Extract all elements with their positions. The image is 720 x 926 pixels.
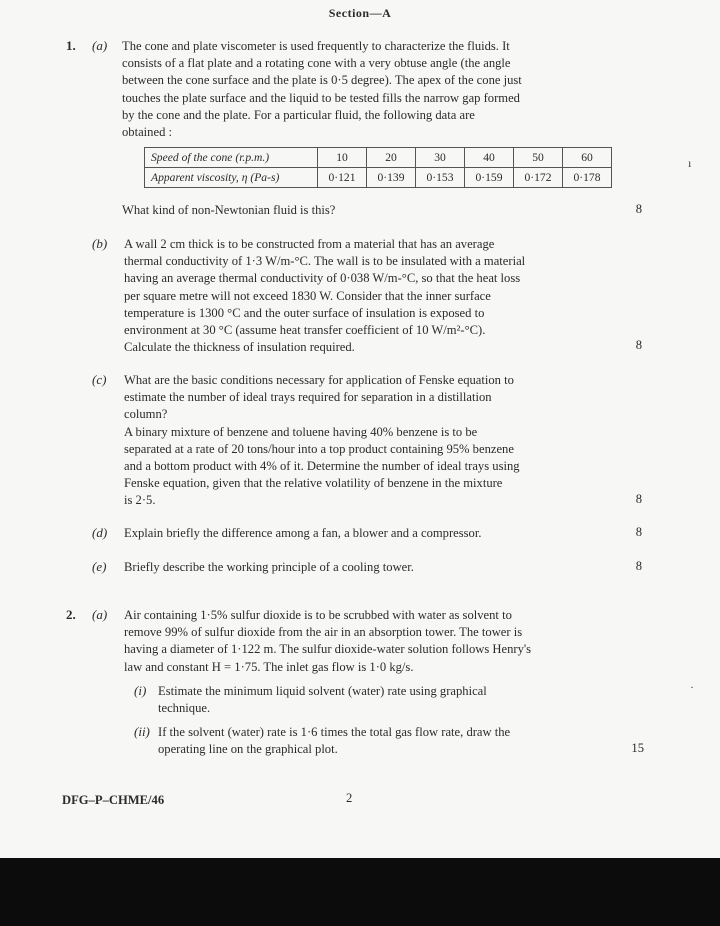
q1a-marks: 8 bbox=[635, 202, 642, 216]
q1c-text: What are the basic conditions necessary for application of Fenske equation to estimate the number of ideal trays required for separation in a distillation column? A binary mixture of benzene and toluene having 40% benzene is to be separated at a rate of 20 tons/hour into a top product containing 95% benzene and a bottom product with 4% of it. Determine the number of ideal trays using Fenske equation, given that the relative volatility of benzene in the mixture is 2·5. bbox=[124, 373, 520, 508]
table-cell: 0·178 bbox=[563, 168, 612, 188]
viscosity-table bbox=[144, 147, 612, 188]
table-cell: 0·159 bbox=[465, 168, 514, 188]
table-row bbox=[145, 148, 612, 168]
table-row-label: Apparent viscosity, η (Pa-s) bbox=[145, 168, 318, 188]
q1d-marks: 8 bbox=[635, 525, 642, 539]
q1d-label: (d) bbox=[92, 525, 108, 540]
table-cell: 0·121 bbox=[318, 168, 367, 188]
table-cell: 30 bbox=[416, 148, 465, 168]
table-cell: 50 bbox=[514, 148, 563, 168]
q1a-question: What kind of non-Newtonian fluid is this? bbox=[122, 203, 336, 217]
table-cell: 0·139 bbox=[367, 168, 416, 188]
q2a-ii-text: If the solvent (water) rate is 1·6 times the total gas flow rate, draw the operating line on the graphical plot. bbox=[158, 725, 511, 757]
question-2-number: 2. bbox=[66, 607, 76, 622]
q2a-text: Air containing 1·5% sulfur dioxide is to be scrubbed with water as solvent to remove 99% of sulfur dioxide from the air in an absorption tower. The tower is having a diameter of 1·122 m. The sulfur dioxide-water solution follows Henry's law and constant H = 1·75. The inlet gas flow is 1·0 kg/s. bbox=[124, 608, 532, 674]
table-cell: 0·153 bbox=[416, 168, 465, 188]
scan-speck: ı bbox=[688, 156, 692, 170]
scan-speck: · bbox=[690, 680, 694, 694]
question-1-number: 1. bbox=[66, 38, 76, 53]
table-cell: 60 bbox=[563, 148, 612, 168]
q2a-label: (a) bbox=[92, 607, 108, 622]
q1e-text: Briefly describe the working principle of a cooling tower. bbox=[124, 560, 414, 574]
section-heading: Section—A bbox=[328, 6, 392, 20]
paper-code: DFG–P–CHME/46 bbox=[62, 793, 165, 807]
q1b-marks: 8 bbox=[635, 338, 642, 352]
q1d-text: Explain briefly the difference among a fan, a blower and a compressor. bbox=[124, 526, 482, 540]
q1c-label: (c) bbox=[92, 372, 107, 387]
table-cell: 0·172 bbox=[514, 168, 563, 188]
q1c-marks: 8 bbox=[635, 492, 642, 506]
table-row-label: Speed of the cone (r.p.m.) bbox=[145, 148, 318, 168]
q2a-ii-label: (ii) bbox=[134, 724, 150, 739]
table-row bbox=[145, 168, 612, 188]
q1b-text: A wall 2 cm thick is to be constructed from a material that has an average thermal conductivity of 1·3 W/m-°C. The wall is to be insulated with a material having an average thermal conductivity of 0·038 W/m-°C, so that the heat loss per square metre will not exceed 1830 W. Consider that the inner surface temperature is 1300 °C and the outer surface of insulation is exposed to environment at 30 °C (assume heat transfer coefficient of 10 W/m²-°C). Calculate the thickness of insulation required. bbox=[124, 237, 526, 355]
page-number: 2 bbox=[346, 791, 353, 805]
q1e-marks: 8 bbox=[635, 559, 642, 573]
scan-border bbox=[0, 858, 720, 926]
table-cell: 20 bbox=[367, 148, 416, 168]
q1a-label: (a) bbox=[92, 38, 108, 53]
table-cell: 40 bbox=[465, 148, 514, 168]
q1e-label: (e) bbox=[92, 559, 107, 574]
table-cell: 10 bbox=[318, 148, 367, 168]
q1a-text: The cone and plate viscometer is used frequently to characterize the fluids. It consists of a flat plate and a rotating cone with a very obtuse angle (the angle between the cone surface and the plate is 0·5 degree). The apex of the cone just touches the plate surface and the liquid to be tested fills the narrow gap formed by the cone and the plate. For a particular fluid, the following data are obtained : bbox=[122, 39, 522, 140]
q2a-i-text: Estimate the minimum liquid solvent (water) rate using graphical technique. bbox=[158, 684, 487, 716]
q2a-marks: 15 bbox=[631, 741, 644, 755]
q1b-label: (b) bbox=[92, 236, 108, 251]
q2a-i-label: (i) bbox=[134, 683, 147, 698]
